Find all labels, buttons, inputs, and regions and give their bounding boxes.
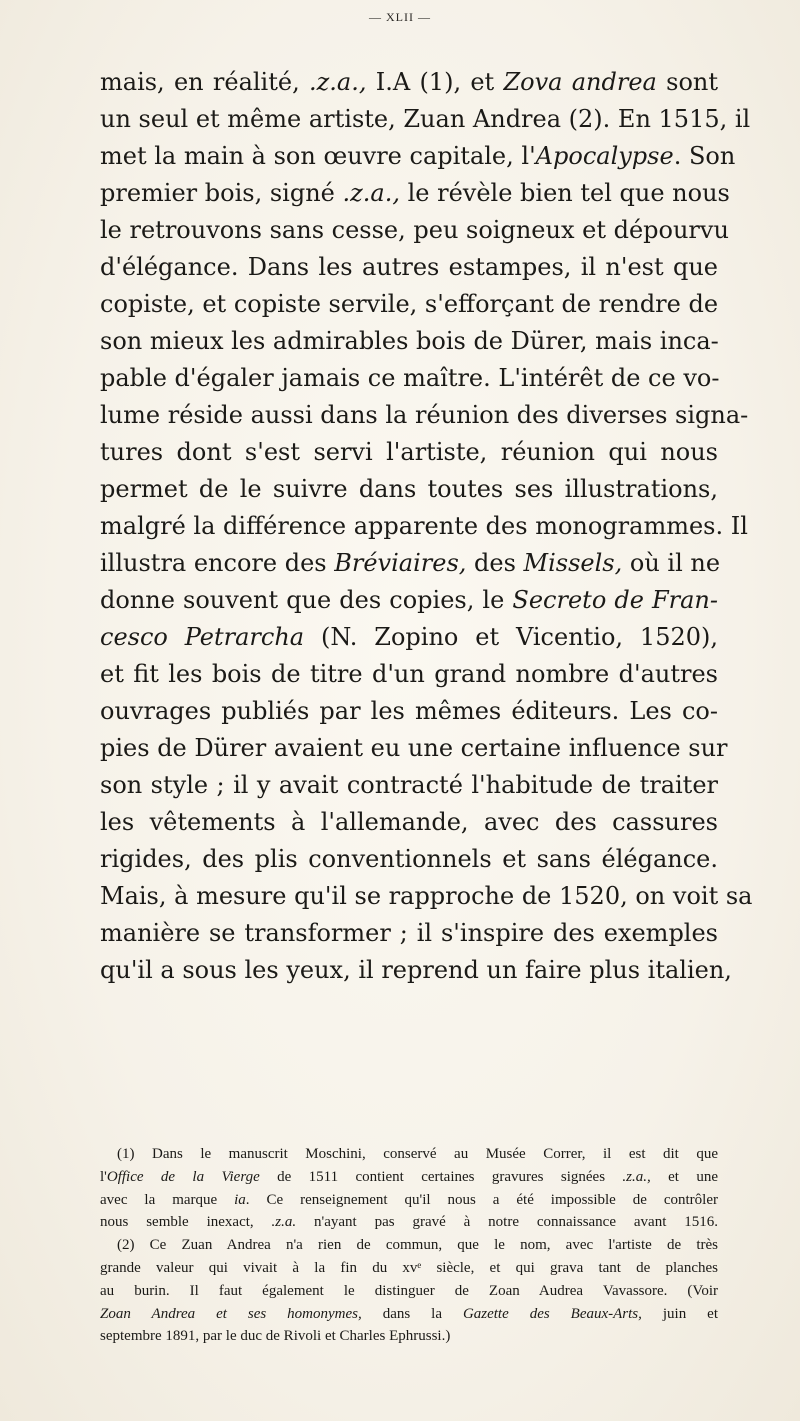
text-run: tures dont s'est servi l'artiste, réunion qui nous	[100, 438, 718, 466]
text-run: n'ayant pas gravé à notre connaissance avant 1516.	[296, 1214, 718, 1231]
text-line	[100, 878, 753, 915]
text-run: le retrouvons sans cesse, peu soigneux et dépourvu	[100, 216, 729, 244]
text-run: et fit les bois de titre d'un grand nombre d'autres	[100, 660, 718, 688]
text-run: au burin. Il faut également le distinguer de Zoan Audrea Vavassore. (Voir	[100, 1282, 718, 1299]
text-line	[100, 138, 736, 175]
text-run: ouvrages publiés par les mêmes éditeurs. Les co-	[100, 697, 718, 725]
text-run: (N. Zopino et Vicentio, 1520),	[304, 623, 718, 651]
text-line	[100, 101, 751, 138]
footnote-line	[100, 1325, 718, 1348]
text-line	[100, 582, 718, 619]
text-line	[100, 841, 718, 878]
text-run: copiste, et copiste servile, s'efforçant de rendre de	[100, 290, 719, 318]
text-line	[100, 212, 729, 249]
text-run: . Son	[673, 142, 736, 170]
footnote-line	[100, 1303, 718, 1326]
text-line	[100, 360, 718, 397]
text-line	[100, 545, 721, 582]
text-line	[100, 64, 718, 101]
text-run: (2) Ce Zuan Andrea n'a rien de commun, que le nom, avec l'artiste de très	[117, 1237, 718, 1254]
text-run: et une	[650, 1168, 718, 1185]
text-run: Secreto de Fran-	[512, 586, 718, 614]
text-run: Gazette des Beaux-Arts,	[462, 1305, 642, 1322]
footnote-line	[100, 1234, 718, 1257]
text-line	[100, 249, 718, 286]
footnote-line	[100, 1166, 718, 1189]
text-line	[100, 767, 718, 804]
page-number-header: — XLII —	[369, 10, 431, 24]
text-run: juin et	[641, 1305, 718, 1322]
text-run: un seul et même artiste, Zuan Andrea (2). En 1515, il	[100, 105, 751, 133]
text-run: .z.a.,	[308, 68, 367, 96]
text-run: Missels,	[523, 549, 623, 577]
text-run: son style ; il y avait contracté l'habitude de traiter	[100, 771, 718, 799]
text-run: des	[466, 549, 524, 577]
text-run: rigides, des plis conventionnels et sans élégance.	[100, 845, 718, 873]
text-line	[100, 434, 718, 471]
text-run: manière se transformer ; il s'inspire des exemples	[100, 919, 718, 947]
text-run: mais, en réalité,	[100, 68, 309, 96]
text-run: cesco Petrarcha	[100, 623, 305, 651]
footnote-line	[100, 1257, 718, 1280]
text-run: .z.a.	[271, 1214, 297, 1231]
text-run: met la main à son œuvre capitale, l'	[100, 142, 536, 170]
text-line	[100, 730, 728, 767]
text-line	[100, 915, 718, 952]
text-line	[100, 508, 748, 545]
text-run: ia	[234, 1191, 246, 1208]
text-run: pable d'égaler jamais ce maître. L'intérêt de ce vo-	[100, 364, 720, 392]
text-run: avec la marque	[100, 1191, 235, 1208]
footnotes	[100, 1143, 718, 1348]
main-text	[100, 64, 753, 989]
text-run: l'	[100, 1168, 107, 1185]
text-run: grande valeur qui vivait à la fin du xvᵉ siècle, et qui grava tant de planches	[100, 1259, 718, 1276]
text-run: les vêtements à l'allemande, avec des cassures	[100, 808, 718, 836]
text-run: Office de la Vierge	[106, 1168, 260, 1185]
text-run: permet de le suivre dans toutes ses illustrations,	[100, 475, 718, 503]
text-run: nous semble inexact,	[100, 1214, 272, 1231]
text-run: sont	[656, 68, 719, 96]
text-line	[100, 286, 718, 323]
text-run: lume réside aussi dans la réunion des diverses signa-	[100, 401, 749, 429]
text-line	[100, 804, 718, 841]
text-run: Mais, à mesure qu'il se rapproche de 1520, on voit sa	[100, 882, 753, 910]
text-run: illustra encore des	[100, 549, 335, 577]
text-run: où il ne	[622, 549, 721, 577]
text-run: dans la	[361, 1305, 463, 1322]
text-run: le révèle bien tel que nous	[399, 179, 730, 207]
text-run: d'élégance. Dans les autres estampes, il n'est que	[100, 253, 718, 281]
footnote-line	[100, 1189, 718, 1212]
footnote-line	[100, 1211, 718, 1234]
text-line	[100, 656, 718, 693]
footnote-line	[100, 1143, 718, 1166]
text-run: son mieux les admirables bois de Dürer, mais inca-	[100, 327, 719, 355]
text-run: pies de Dürer avaient eu une certaine influence sur	[100, 734, 728, 762]
text-run: premier bois, signé	[100, 179, 343, 207]
text-line	[100, 323, 718, 360]
text-run: .z.a.,	[342, 179, 400, 207]
text-run: I.A (1), et	[366, 68, 504, 96]
text-run: donne souvent que des copies, le	[100, 586, 513, 614]
text-run: (1) Dans le manuscrit Moschini, conservé au Musée Correr, il est dit que	[117, 1146, 718, 1162]
text-line	[100, 175, 730, 212]
text-run: qu'il a sous les yeux, il reprend un faire plus italien,	[100, 956, 732, 984]
text-line	[100, 619, 718, 656]
text-run: .z.a.,	[622, 1168, 651, 1185]
text-run: de 1511 contient certaines gravures signées	[259, 1168, 623, 1185]
text-line	[100, 397, 749, 434]
text-run: Zova andrea	[503, 68, 657, 96]
text-run: . Ce renseignement qu'il nous a été impossible de contrôler	[245, 1191, 718, 1208]
text-run: Bréviaires,	[334, 549, 467, 577]
text-line	[100, 471, 718, 508]
footnote-line	[100, 1280, 718, 1303]
text-line	[100, 693, 718, 730]
text-run: Zoan Andrea et ses homonymes,	[100, 1305, 362, 1322]
text-run: malgré la différence apparente des monogrammes. Il	[100, 512, 748, 540]
text-run: Apocalypse	[535, 142, 674, 170]
text-line	[100, 952, 732, 989]
text-run: septembre 1891, par le duc de Rivoli et Charles Ephrussi.)	[100, 1328, 451, 1345]
